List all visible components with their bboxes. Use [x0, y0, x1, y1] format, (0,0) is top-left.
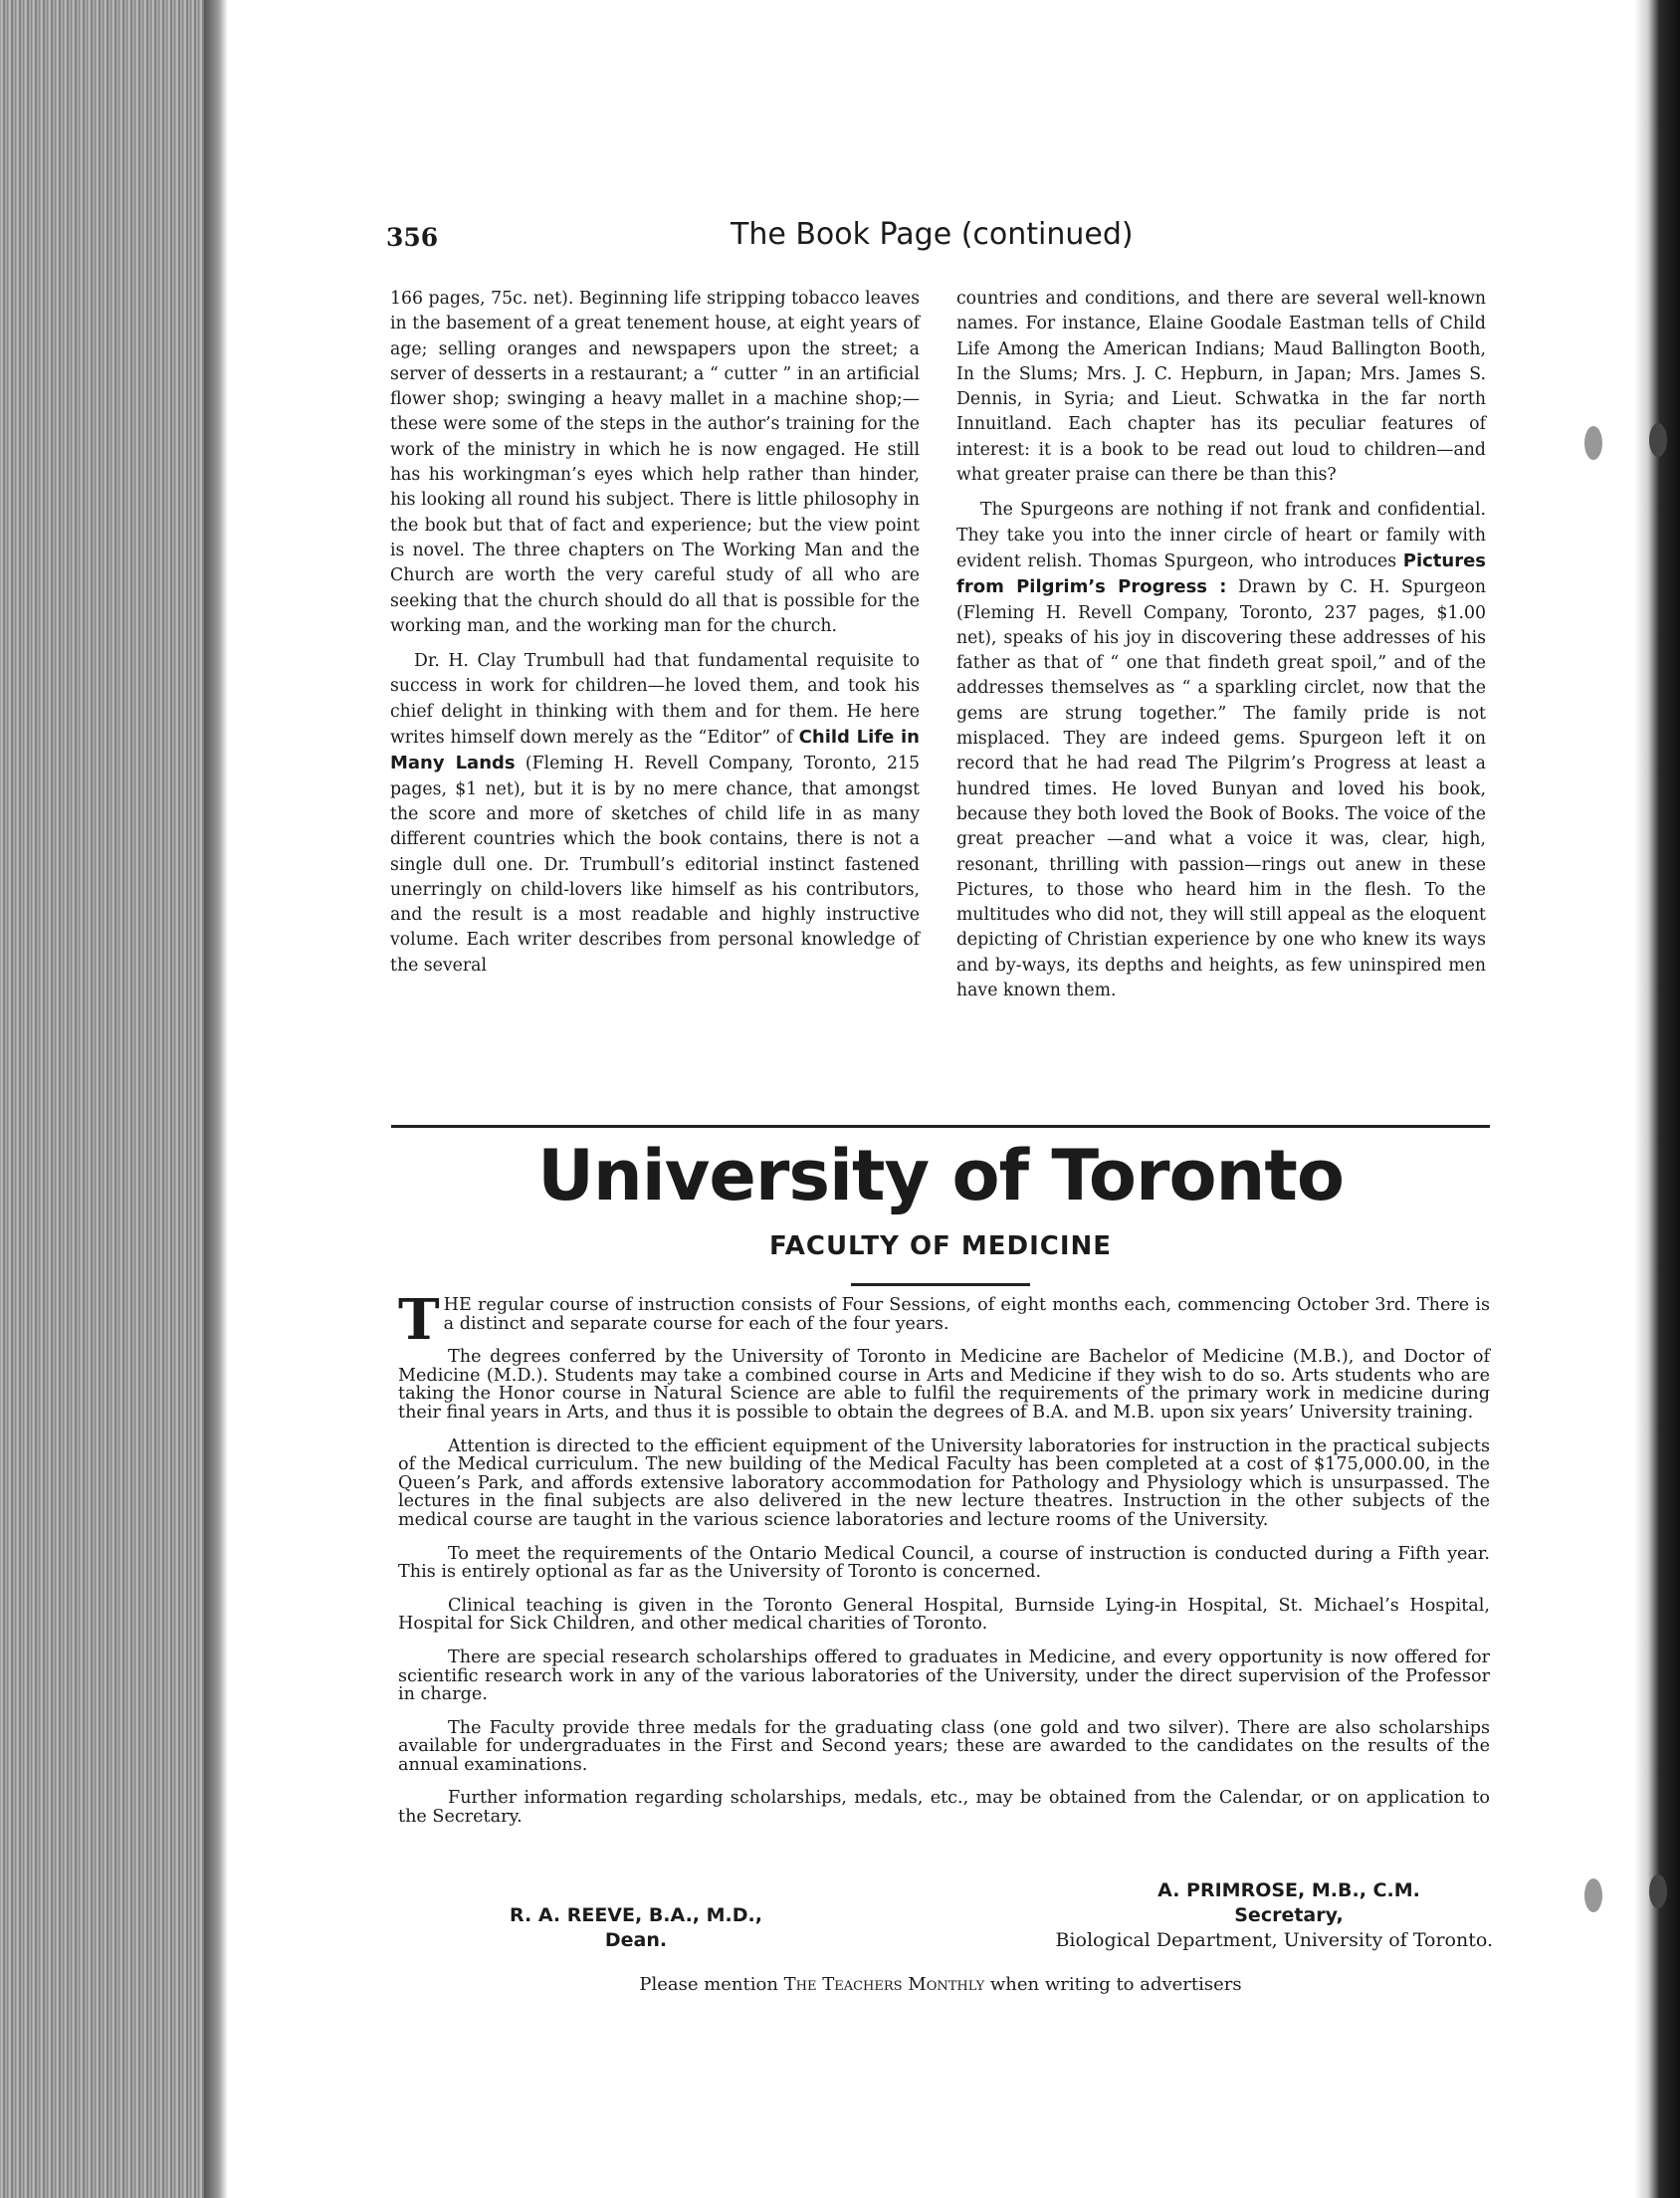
ad-paragraph: The degrees conferred by the University of Toronto in Medicine are Bachelor of Medicine (M.B.), and Doctor of Medicine (M.D.). Students may take a combined course in Arts and Medicine if they wish to do so. Arts students who are taking the Honor course in Natural Science are able to fulfil the requirements of the primary work in medicine during their final years in Arts, and thus it is possible to obtain the degrees of B.A. and M.B. upon six years’ University training.: [398, 1347, 1490, 1423]
ad-subtitle: FACULTY OF MEDICINE: [768, 1231, 1113, 1261]
binding-hole: [1649, 1874, 1667, 1908]
ad-paragraph: Further information regarding scholarships, medals, etc., may be obtained from the Calendar, or on application to the Secretary.: [398, 1788, 1490, 1828]
secretary-name: A. PRIMROSE, M.B., C.M.: [1157, 1879, 1420, 1901]
ad-paragraph: To meet the requirements of the Ontario Medical Council, a course of instruction is conducted during a Fifth year. This is entirely optional as far as the University of Toronto is concerned.: [398, 1543, 1490, 1583]
secretary-signature: [1025, 1878, 1493, 1953]
review-paragraph: 166 pages, 75c. net). Beginning life stripping tobacco leaves in the basement of a great tenement house, at eight years of age; selling oranges and newspapers upon the street; a server of desserts in a restaurant; a “ cutter ” in an artificial flower shop; swinging a heavy mallet in a machine shop;—these were some of the steps in the author’s training for the work of the ministry in which he is now engaged. He still has his workingman’s eyes which help rather than hinder, his looking all round his subject. There is little philosophy in the book but that of fact and experience; but the view point is novel. The three chapters on The Working Man and the Church are worth the very careful study of all who are seeking that the church should do all that is possible for the working man, and the working man for the church.: [390, 289, 920, 636]
right-column: [956, 287, 1486, 1013]
ad-paragraph: The Faculty provide three medals for the graduating class (one gold and two silver). There are also scholarships available for undergraduates in the First and Second years; these are awarded to the candidates on the results of the annual examinations.: [398, 1717, 1490, 1775]
secretary-department: Biological Department, University of Toronto.: [1055, 1929, 1493, 1951]
ad-title: University of Toronto: [537, 1135, 1344, 1216]
journal-name: The Teachers Monthly: [783, 1974, 985, 1995]
right-page-edge: [1634, 0, 1680, 2198]
left-column: [390, 287, 920, 989]
footer-note: Please mention The Teachers Monthly when writing to advertisers: [639, 1974, 1242, 1995]
binding-shadow: [204, 0, 228, 2198]
secretary-title: Secretary,: [1234, 1904, 1344, 1926]
binding-hole: [1584, 1878, 1602, 1912]
ad-paragraph: There are special research scholarships offered to graduates in Medicine, and every opportunity is now offered for scientific research work in any of the various laboratories of the University, under the direct supervision of the Professor in charge.: [398, 1647, 1490, 1705]
book-page-edges: [0, 0, 221, 2198]
drop-cap: T: [398, 1287, 440, 1353]
book-title: Pictures from Pilgrim’s Progress :: [956, 550, 1486, 598]
binding-hole: [1584, 426, 1602, 460]
dean-title: Dean.: [604, 1929, 668, 1951]
ad-paragraph: THE regular course of instruction consists of Four Sessions, of eight months each, commencing October 3rd. There is a distinct and separate course for each of the four years.: [398, 1287, 1490, 1353]
dean-name: R. A. REEVE, B.A., M.D.,: [510, 1904, 762, 1926]
review-paragraph: countries and conditions, and there are several well-known names. For instance, Elaine Goodale Eastman tells of Child Life Among the American Indians; Maud Ballington Booth, In the Slums; Mrs. J. C. Hepburn, in Japan; Mrs. James S. Dennis, in Syria; and Lieut. Schwatka in the far north Innuitland. Each chapter has its peculiar features of interest: it is a book to be read out loud to children—and what greater praise can there be than this?: [956, 289, 1486, 486]
book-title: Child Life in Many Lands: [390, 727, 920, 774]
page-number: 356: [386, 223, 439, 252]
ad-divider: [851, 1283, 1030, 1286]
binding-hole: [1649, 423, 1667, 457]
review-paragraph: The Spurgeons are nothing if not frank and confidential. They take you into the inner circle of heart or family with evident relish. Thomas Spurgeon, who introduces Pictures from Pilgrim’s Progress : Drawn by C. H. Spurgeon (Fleming H. Revell Company, Toronto, 237 pages, $1.00 net), speaks of his joy in discovering these addresses of his father as that of “ one that findeth great spoil,” and of the addresses themselves as “ a sparkling circlet, now that the gems are strung together.” The family pride is not misplaced. They are indeed gems. Spurgeon left it on record that he had read The Pilgrim’s Progress at least a hundred times. He loved Bunyan and loved his book, because they both loved the Book of Books. The voice of the great preacher —and what a voice it was, clear, high, resonant, thrilling with passion—rings out anew in these Pictures, to those who heard him in the flesh. To the multitudes who did not, they will still appeal as the eloquent depicting of Christian experience by one who knew its ways and by-ways, its depths and heights, as few uninspired men have known them.: [956, 500, 1486, 1001]
section-divider: [391, 1125, 1490, 1128]
running-head: The Book Page (continued): [731, 217, 1134, 252]
ad-paragraph: Attention is directed to the efficient equipment of the University laboratories for instruction in the practical subjects of the Medical curriculum. The new building of the Medical Faculty has been completed at a cost of $175,000.00, in the Queen’s Park, and affords extensive laboratory accommodation for Pathology and Physiology which is unsurpassed. The lectures in the final subjects are also delivered in the new lecture theatres. Instruction in the other subjects of the medical course are taught in the various science laboratories and lecture rooms of the University.: [398, 1435, 1490, 1530]
ad-body: [398, 1287, 1490, 1842]
dean-signature: [472, 1903, 800, 1953]
ad-paragraph: Clinical teaching is given in the Toronto General Hospital, Burnside Lying-in Hospital, St. Michael’s Hospital, Hospital for Sick Children, and other medical charities of Toronto.: [398, 1595, 1490, 1635]
review-paragraph: Dr. H. Clay Trumbull had that fundamental requisite to success in work for children—he loved them, and took his chief delight in thinking with them and for them. He here writes himself down merely as the “Editor” of Child Life in Many Lands (Fleming H. Revell Company, Toronto, 215 pages, $1 net), but it is by no mere chance, that amongst the score and more of sketches of child life in as many different countries which the book contains, there is not a single dull one. Dr. Trumbull’s editorial instinct fastened unerringly on child-lovers like himself as his contributors, and the result is a most readable and highly instructive volume. Each writer describes from personal knowledge of the several: [390, 651, 921, 976]
